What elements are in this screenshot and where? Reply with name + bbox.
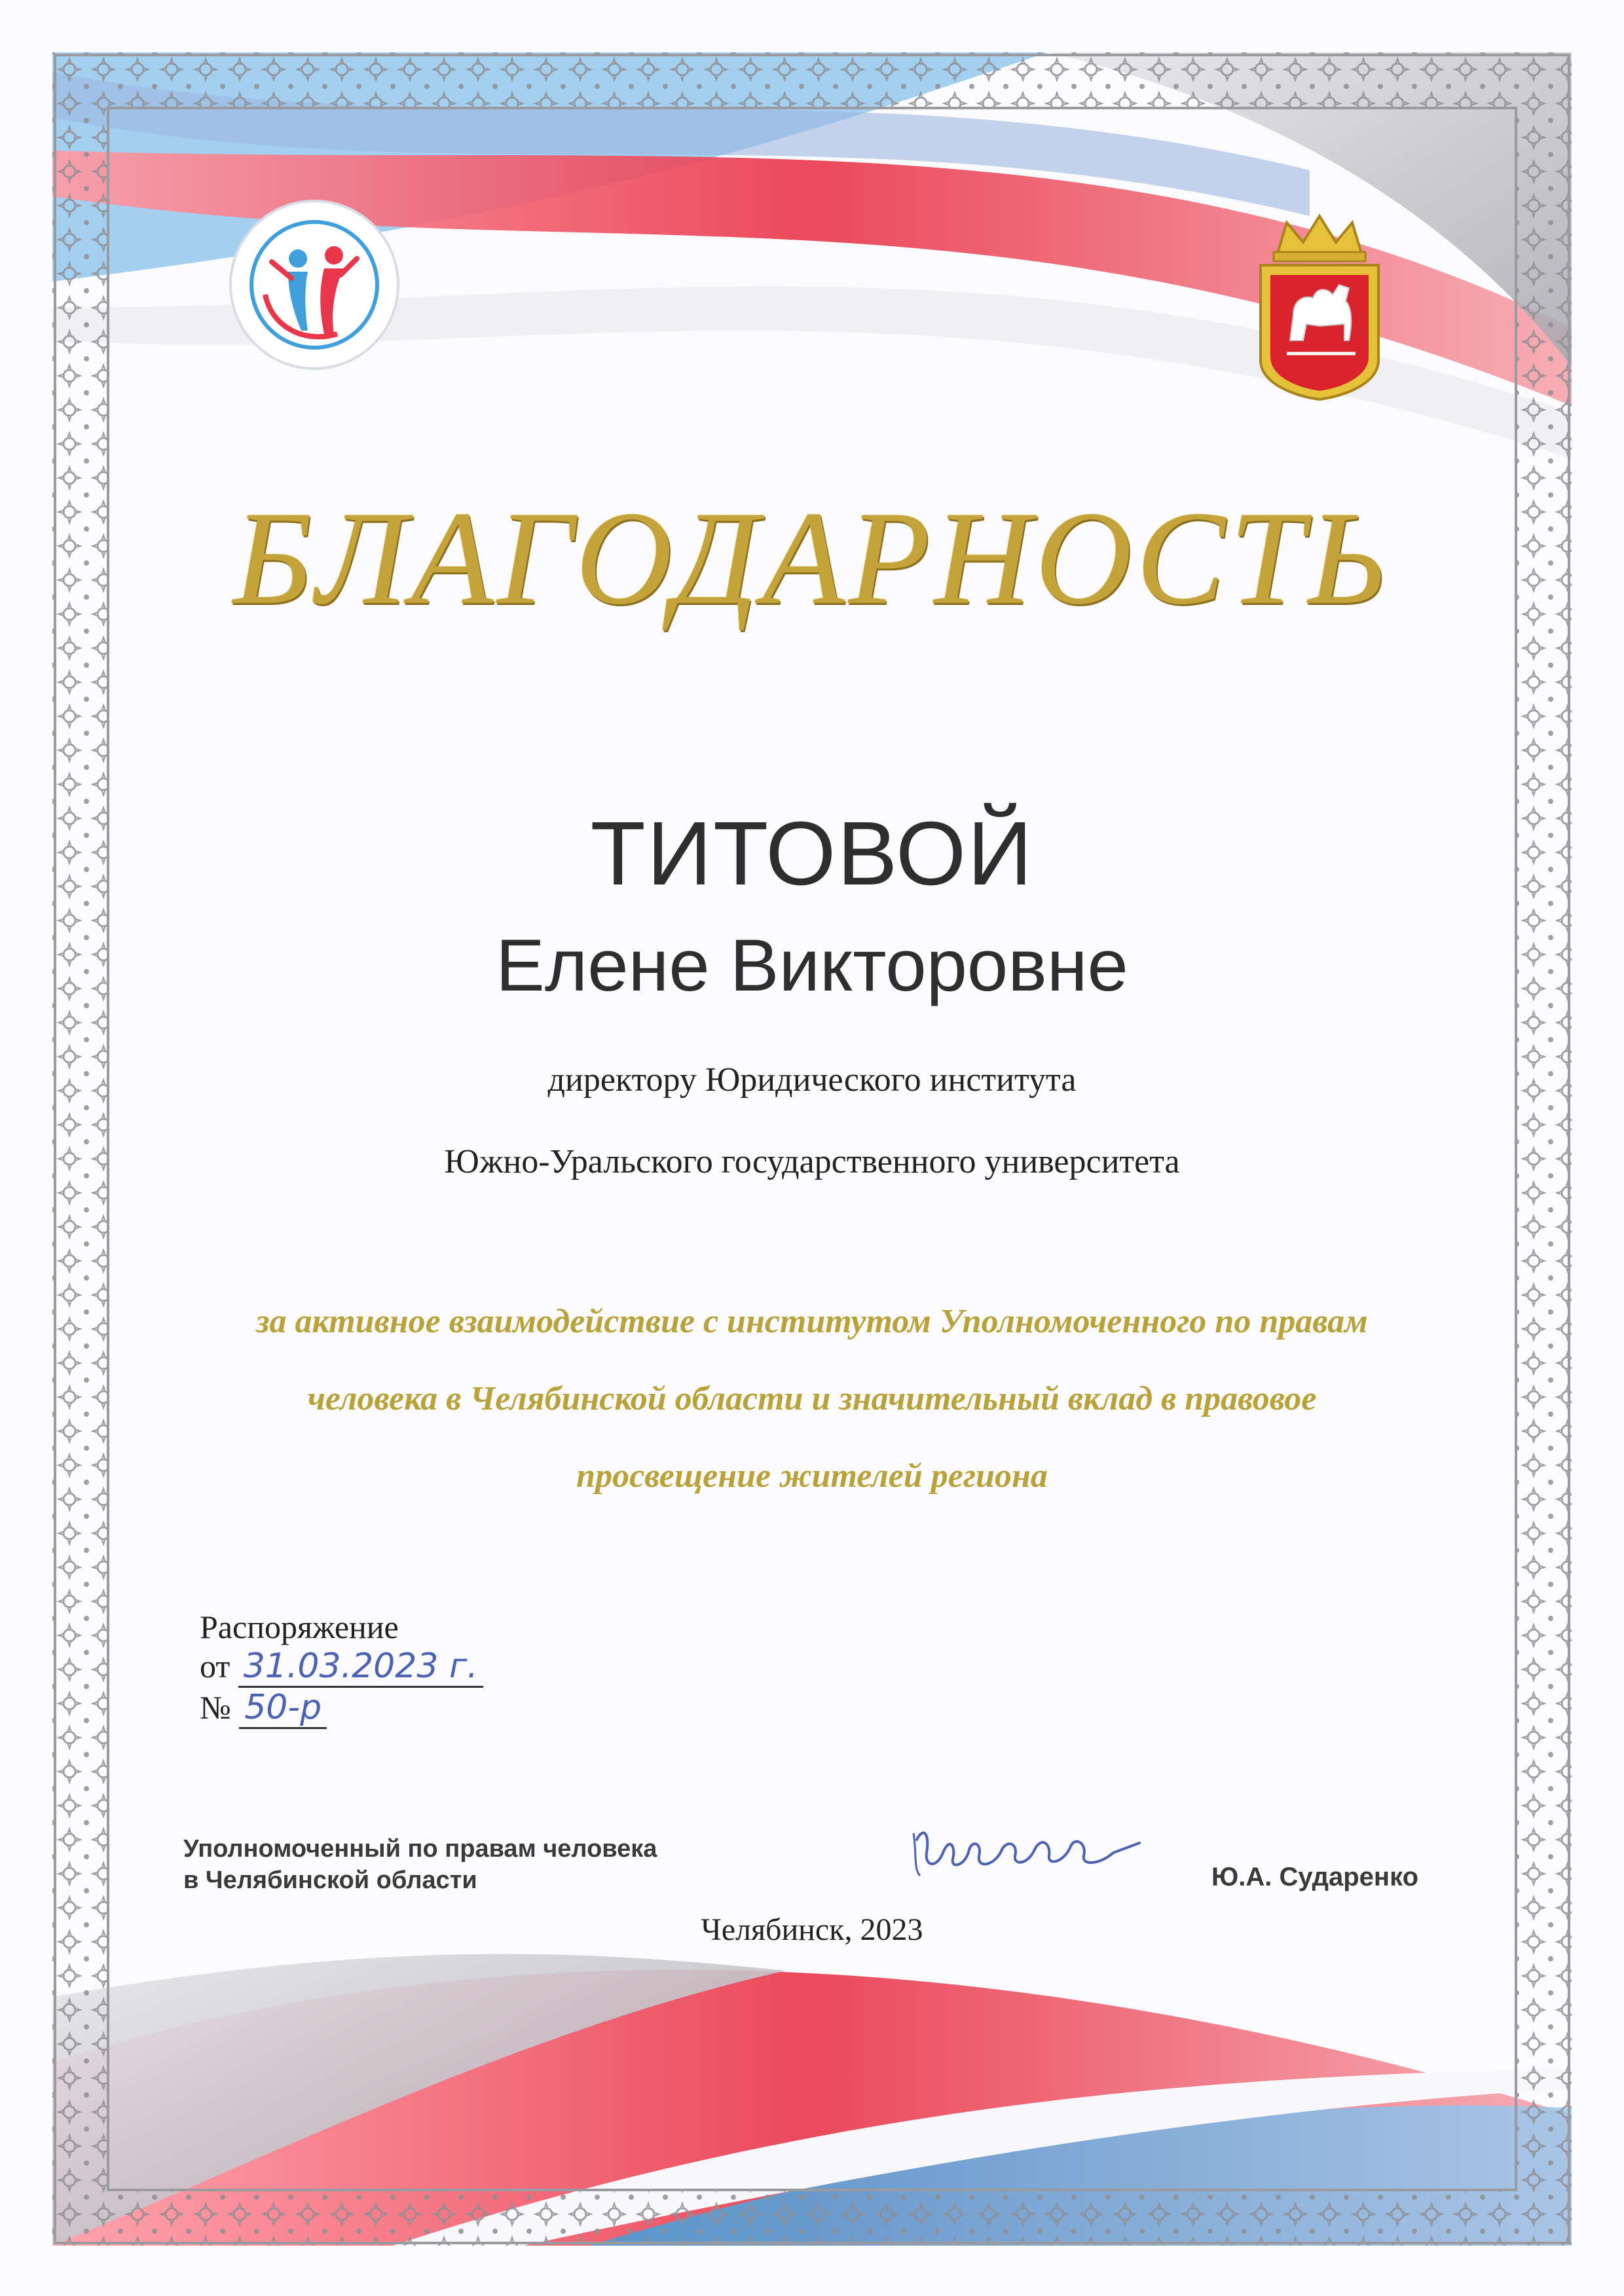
order-number-prefix: № (200, 1689, 231, 1726)
award-reason (0, 1283, 1624, 1515)
recipient-surname: ТИТОВОЙ (590, 803, 1034, 904)
signatory-name: Ю.А. Сударенко (1211, 1863, 1419, 1891)
order-number-row (200, 1688, 483, 1729)
signatory-organization (183, 1833, 657, 1896)
certificate-title: БЛАГОДАРНОСТЬ (232, 484, 1392, 632)
signatory-org-line2: в Челябинской области (183, 1867, 477, 1894)
award-reason-line3: просвещение жителей региона (576, 1457, 1048, 1495)
city-year: Челябинск, 2023 (701, 1912, 923, 1947)
order-number-value: 50-р (239, 1688, 327, 1729)
order-reference (200, 1607, 483, 1729)
order-date-value: 31.03.2023 г. (238, 1647, 483, 1688)
human-rights-ombudsman-logo-icon (226, 196, 403, 373)
award-reason-line2: человека в Челябинской области и значительный вклад в правовое (307, 1380, 1317, 1417)
order-label: Распоряжение (200, 1609, 399, 1645)
recipient-names: Елене Викторовне (496, 924, 1128, 1006)
order-date-row (200, 1647, 483, 1688)
recipient-position-line2: Южно-Уральского государственного университета (444, 1143, 1180, 1180)
recipient-position-line1: директору Юридического института (547, 1061, 1077, 1099)
award-reason-line1: за активное взаимодействие с институтом Уполномоченного по правам (256, 1303, 1368, 1340)
handwritten-signature (904, 1813, 1153, 1892)
order-date-prefix: от (200, 1648, 231, 1685)
signatory-org-line1: Уполномоченный по правам человека (183, 1835, 657, 1863)
chelyabinsk-coat-of-arms-icon (1241, 210, 1398, 406)
